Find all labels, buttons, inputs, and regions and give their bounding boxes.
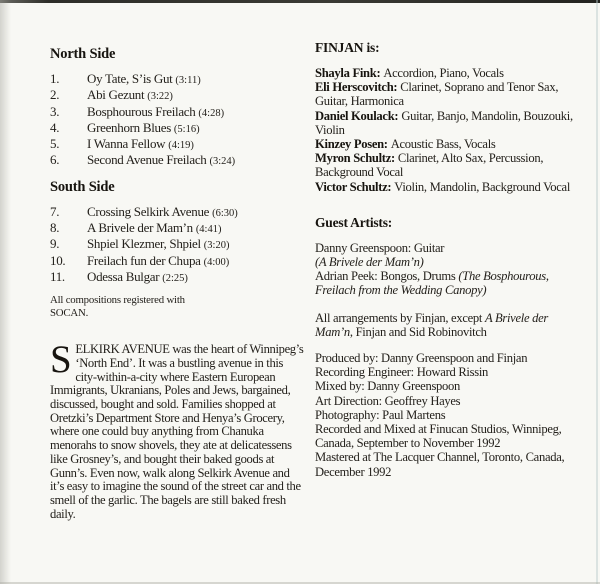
track-duration: (3:20) — [203, 240, 230, 252]
north-side-heading: North Side — [50, 46, 116, 62]
track-title: Shpiel Klezmer, Shpiel — [87, 236, 201, 252]
track-row — [50, 237, 304, 253]
guest-artists-heading: Guest Artists: — [315, 214, 393, 230]
track-row — [50, 153, 304, 169]
band-heading: FINJAN is: — [315, 40, 380, 55]
track-row — [50, 88, 304, 104]
rights-note: All compositions registered with SOCAN. — [50, 294, 185, 320]
track-row — [50, 121, 304, 137]
member-row — [315, 151, 579, 179]
member-roles: Clarinet, Soprano and Tenor Sax, Guitar, Harmonica — [315, 80, 559, 109]
track-title: Crossing Selkirk Avenue — [87, 203, 210, 219]
credit-line: Mastered at The Lacquer Channel, Toronto, Canada, December 1992 — [315, 450, 565, 479]
track-row — [50, 105, 304, 121]
arrangements-song-title: A Brivele der Mam’n — [315, 310, 548, 339]
track-number: 10. — [50, 252, 66, 268]
member-roles: Guitar, Banjo, Mandolin, Bouzouki, Violin — [315, 108, 573, 137]
track-number: 3. — [50, 103, 60, 119]
track-duration: (2:25) — [162, 272, 188, 284]
track-row — [50, 270, 304, 286]
credits-block — [315, 351, 579, 479]
credit-line: Recording Engineer: Howard Rissin — [315, 365, 489, 380]
track-row — [50, 221, 304, 237]
member-roles: Acoustic Bass, Vocals — [390, 137, 496, 152]
track-row — [50, 254, 304, 270]
track-duration: (4:41) — [195, 224, 222, 236]
track-number: 7. — [50, 203, 60, 219]
credit-line: Mixed by: Danny Greenspoon — [315, 379, 461, 394]
guest-note: (A Brivele der Mam’n) — [315, 255, 424, 270]
track-duration: (5:16) — [173, 123, 200, 135]
guest-row — [315, 269, 579, 297]
scan-edge-right — [596, 0, 598, 584]
track-duration: (3:11) — [175, 75, 201, 86]
arrangements-note — [315, 311, 579, 339]
track-row — [50, 205, 304, 221]
guest-note: (The Bosphourous, Freilach from the Wedding Canopy) — [315, 269, 549, 298]
track-duration: (4:00) — [203, 256, 230, 268]
track-duration: (4:19) — [168, 140, 194, 152]
member-name: Eli Herscovitch: — [315, 80, 398, 95]
guest-row — [315, 241, 579, 269]
track-duration: (3:24) — [209, 156, 236, 168]
member-roles: Clarinet, Alto Sax, Percussion, Background Vocal — [315, 151, 544, 180]
member-row — [315, 137, 579, 151]
member-row — [315, 66, 579, 80]
member-row — [315, 80, 579, 108]
member-name: Shayla Fink: — [315, 66, 381, 80]
member-roles: Accordion, Piano, Vocals — [383, 66, 504, 80]
track-number: 9. — [50, 236, 60, 252]
liner-notes-paragraph — [50, 338, 304, 521]
track-title: Abi Gezunt — [87, 87, 145, 103]
member-roles: Violin, Mandolin, Background Vocal — [394, 179, 571, 194]
track-duration: (6:30) — [212, 207, 238, 219]
scan-edge-top — [0, 0, 600, 3]
track-number: 11. — [50, 268, 65, 284]
track-number: 4. — [50, 119, 60, 135]
track-row — [50, 72, 304, 88]
track-title: Oy Tate, S’is Gut — [87, 71, 173, 86]
track-number: 1. — [50, 71, 60, 86]
guest-credit: Adrian Peek: Bongos, Drums — [315, 269, 456, 284]
member-name: Daniel Koulack: — [315, 108, 399, 123]
track-title: I Wanna Fellow — [87, 136, 166, 152]
guest-credit: Danny Greenspoon: Guitar — [315, 240, 445, 255]
track-number: 8. — [50, 220, 60, 236]
track-number: 2. — [50, 87, 60, 103]
arrangements-post: , Finjan and Sid Robinovitch — [349, 324, 487, 339]
credit-line: Art Direction: Geoffrey Hayes — [315, 393, 461, 408]
track-title: A Brivele der Mam’n — [87, 220, 193, 236]
south-side-heading: South Side — [50, 178, 115, 195]
right-column — [315, 40, 579, 479]
member-row — [315, 180, 579, 194]
track-title: Second Avenue Freilach — [87, 152, 207, 168]
member-name: Victor Schultz: — [315, 179, 392, 194]
track-duration: (3:22) — [147, 91, 173, 103]
credit-line: Recorded and Mixed at Finucan Studios, Winnipeg, Canada, September to November 1992 — [315, 422, 562, 451]
track-number: 5. — [50, 136, 60, 152]
drop-cap: S — [50, 338, 72, 382]
track-number: 6. — [50, 152, 60, 168]
member-name: Myron Schultz: — [315, 151, 395, 166]
track-title: Greenhorn Blues — [87, 119, 171, 135]
arrangements-pre: All arrangements by Finjan, except — [315, 310, 485, 325]
track-row — [50, 137, 304, 153]
track-duration: (4:28) — [198, 107, 225, 119]
track-title: Odessa Bulgar — [87, 268, 160, 284]
member-name: Kinzey Posen: — [315, 137, 388, 152]
scan-edge-left — [0, 0, 11, 584]
track-title: Bosphourous Freilach — [87, 103, 196, 119]
member-row — [315, 109, 579, 137]
liner-notes-text: ELKIRK AVENUE was the heart of Winnipeg’s ‘North End’. It was a bustling avenue in this city-within-a-city where Eastern European Immigrants, Ukranians, Poles and Jews, bargained, discussed, bought and sold. Families shopped at Oretzki’s Department Store and Henya’s Grocery, where one could buy anything from Chanuka menorahs to snow shovels, they ate at delicatessens like Grosney’s, and bought their baked goods at Gunn’s. Even now, walk along Selkirk Avenue and it’s easy to imagine the sound of the street car and the smell of the garlic. The bagels are still baked fresh daily. — [50, 342, 304, 521]
credit-line: Photography: Paul Martens — [315, 407, 446, 422]
track-title: Freilach fun der Chupa — [87, 252, 201, 268]
left-column — [50, 46, 304, 534]
credit-line: Produced by: Danny Greenspoon and Finjan — [315, 351, 528, 366]
